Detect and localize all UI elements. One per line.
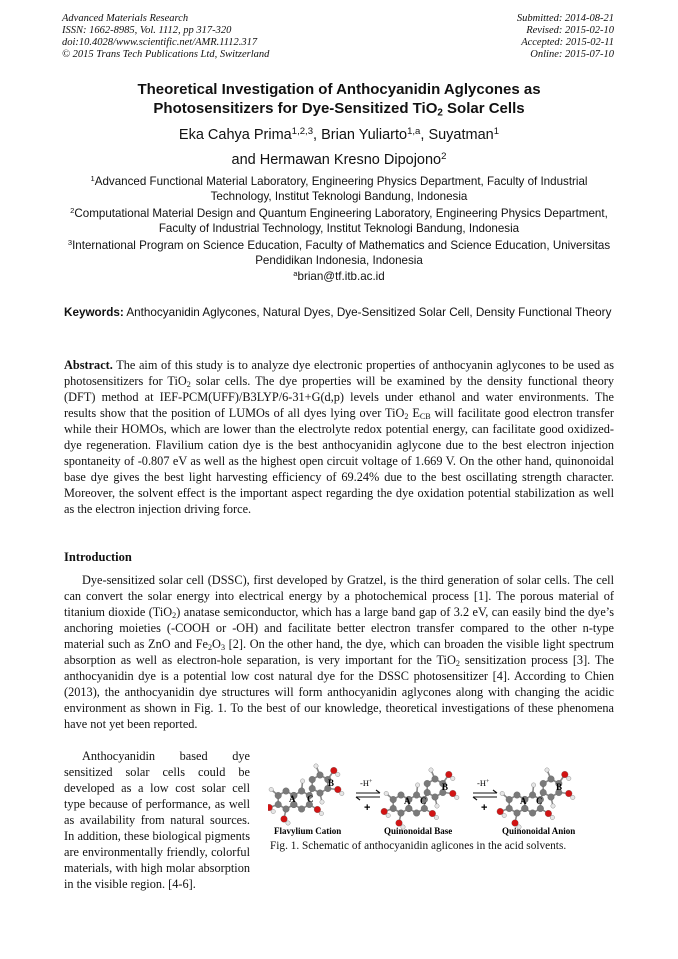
carbon-atom xyxy=(432,776,439,783)
author-name: Brian Yuliarto xyxy=(321,127,408,143)
ring-letter: A xyxy=(520,796,527,806)
ring-letter: A xyxy=(404,796,411,806)
hydrogen-atom xyxy=(531,783,535,787)
hydrogen-atom xyxy=(320,800,324,804)
species-label-flavylium: Flavylium Cation xyxy=(274,826,342,836)
abstract-text: E xyxy=(408,406,420,420)
keywords xyxy=(64,306,614,321)
paragraph-text: ) anatase semiconductor, which has a large band gap of 3.2 eV, can easily bind the dye’s anchoring moieties (-COOH or -OH) and facilitate better electron transfer compared to the other n-type material such as ZnO and Fe xyxy=(64,605,614,651)
oxygen-atom xyxy=(561,771,568,778)
journal-name: Advanced Materials Research xyxy=(62,13,189,24)
hydrogen-atom xyxy=(551,804,555,808)
journal-header-right xyxy=(517,13,614,61)
issn-line: ISSN: 1662-8985, Vol. 1112, pp 317-320 xyxy=(62,25,232,36)
carbon-atom xyxy=(283,806,290,813)
ring-letter: C xyxy=(420,796,427,806)
intro-paragraph-2: Anthocyanidin based dye sensitized solar cells could be developed as a low cost solar cell type because of performance, as well as availability from natural sources. In addition, these biological pigments are environmentally friendly, colorful materials, with high molar absorption in the visible region. [4-6]. xyxy=(64,749,250,891)
ring-letter: A xyxy=(289,794,296,804)
hydrogen-atom xyxy=(386,813,390,817)
affiliation xyxy=(62,206,616,237)
carbon-atom xyxy=(506,796,513,803)
section-heading-introduction: Introduction xyxy=(64,550,132,564)
hydrogen-atom xyxy=(545,768,549,772)
contact-email xyxy=(62,269,616,284)
oxygen-atom xyxy=(334,786,341,793)
author-affil-mark: 1,2,3 xyxy=(291,125,314,137)
paragraph-text: O xyxy=(212,637,221,651)
carbon-atom xyxy=(548,776,555,783)
paragraph-subscript: 3 xyxy=(220,643,225,653)
carbon-atom xyxy=(424,789,431,796)
plus-sign: + xyxy=(364,802,371,814)
hydrogen-atom xyxy=(271,809,275,813)
figure-1-molecules xyxy=(268,760,618,838)
intro-paragraph xyxy=(64,572,614,732)
carbon-atom xyxy=(529,810,536,817)
paragraph-subscript: 2 xyxy=(207,643,213,653)
abstract-subscript: 2 xyxy=(186,380,191,390)
carbon-atom xyxy=(390,805,397,812)
arrow-label: -H+ xyxy=(360,778,373,788)
paragraph-text: [2]. On the other hand, the dye, which can broaden the visible light spectrum absorption as well as electron-hole separation, is very important for the TiO xyxy=(64,637,614,667)
title-text: Photosensitizers for Dye-Sensitized TiO xyxy=(153,100,438,117)
author-list xyxy=(40,123,638,173)
carbon-atom xyxy=(514,810,521,817)
title-text: Solar Cells xyxy=(442,100,525,117)
plus-sign: + xyxy=(481,802,488,814)
oxygen-atom xyxy=(449,790,456,797)
arrow-label: -H+ xyxy=(477,778,490,788)
carbon-atom xyxy=(317,790,324,797)
hydrogen-atom xyxy=(286,821,290,825)
journal-header-left xyxy=(62,13,269,61)
revised-date: Revised: 2015-02-10 xyxy=(526,25,614,36)
carbon-atom xyxy=(309,785,316,792)
carbon-atom xyxy=(413,810,420,817)
accepted-date: Accepted: 2015-02-11 xyxy=(521,37,614,48)
oxygen-atom xyxy=(497,808,504,815)
species-label-quinonoidal-base: Quinonoidal Base xyxy=(384,826,453,836)
hydrogen-atom xyxy=(384,791,388,795)
oxygen-atom xyxy=(429,810,436,817)
hydrogen-atom xyxy=(434,815,438,819)
email-address: brian@tf.itb.ac.id xyxy=(297,270,385,284)
carbon-atom xyxy=(405,805,412,812)
carbon-atom xyxy=(540,780,547,787)
carbon-atom xyxy=(548,794,555,801)
author-affil-mark: 1,a xyxy=(407,125,421,137)
email-mark: a xyxy=(293,269,298,279)
affiliation-mark: 2 xyxy=(70,205,75,215)
abstract-subscript: CB xyxy=(419,412,431,422)
carbon-atom xyxy=(529,792,536,799)
affiliation-mark: 3 xyxy=(67,237,73,247)
paragraph-subscript: 2 xyxy=(172,611,177,621)
affiliation-text: Computational Material Design and Quantum Engineering Laboratory, Engineering Physics Department, Faculty of Industrial Technology, Institut Teknologi Bandung, Indonesia xyxy=(74,206,608,236)
carbon-atom xyxy=(298,806,305,813)
author-name: Eka Cahya Prima xyxy=(178,127,292,143)
paragraph-text: Dye-sensitized solar cell (DSSC), first developed by Gratzel, is the third generation of solar cells. The cell can convert the solar energy into electrical energy by a photochemical process [1]. The porous material of titanium dioxide (TiO xyxy=(64,573,614,619)
author-separator: , xyxy=(420,127,429,143)
keywords-label: Keywords: xyxy=(64,306,124,319)
affiliation-mark: 1 xyxy=(90,173,95,183)
oxygen-atom xyxy=(314,806,321,813)
species-label-quinonoidal-anion: Quinonoidal Anion xyxy=(502,826,576,836)
carbon-atom xyxy=(398,810,405,817)
author-affil-mark: 2 xyxy=(441,150,447,162)
hydrogen-atom xyxy=(550,815,554,819)
abstract-text: solar cells. The dye properties will be examined by the density functional theory (DFT) method at IEF-PCM(UFF)/B3LYP/6-31+G(d,p) levels under ethanol and water environments. The results show that the position of LUMOs of all dyes lying over TiO xyxy=(64,374,614,420)
carbon-atom xyxy=(537,805,544,812)
oxygen-atom xyxy=(445,771,452,778)
copyright-line: © 2015 Trans Tech Publications Ltd, Switzerland xyxy=(62,49,270,60)
submitted-date: Submitted: 2014-08-21 xyxy=(516,13,614,24)
ring-letter: B xyxy=(328,778,335,788)
carbon-atom xyxy=(521,805,528,812)
carbon-atom xyxy=(421,805,428,812)
carbon-atom xyxy=(432,794,439,801)
carbon-atom xyxy=(506,805,513,812)
oxygen-atom xyxy=(381,808,388,815)
abstract-label: Abstract. xyxy=(64,358,113,372)
hydrogen-atom xyxy=(435,804,439,808)
hydrogen-atom xyxy=(451,776,455,780)
ring-letter: B xyxy=(442,782,449,792)
equilibrium-arrow-2 xyxy=(473,778,497,814)
oxygen-atom xyxy=(545,810,552,817)
oxygen-atom xyxy=(565,790,572,797)
carbon-atom xyxy=(275,792,282,799)
doi-line: doi:10.4028/www.scientific.net/AMR.1112.317 xyxy=(62,37,258,48)
ring-letter: B xyxy=(556,782,563,792)
hydrogen-atom xyxy=(319,811,323,815)
carbon-atom xyxy=(275,801,282,808)
hydrogen-atom xyxy=(455,795,459,799)
keywords-text: Anthocyanidin Aglycones, Natural Dyes, Dye-Sensitized Solar Cell, Density Functional Theory xyxy=(123,306,612,319)
hydrogen-atom xyxy=(571,795,575,799)
hydrogen-atom xyxy=(269,787,273,791)
ring-letter: C xyxy=(307,794,314,804)
hydrogen-atom xyxy=(336,772,340,776)
abstract xyxy=(64,357,614,517)
title-subscript: 2 xyxy=(437,107,443,119)
equilibrium-arrow-1 xyxy=(356,778,380,814)
title-line-2 xyxy=(40,99,638,118)
oxygen-atom xyxy=(330,767,337,774)
online-date: Online: 2015-07-10 xyxy=(530,49,614,60)
hydrogen-atom xyxy=(415,783,419,787)
author-affil-mark: 1 xyxy=(493,125,500,137)
paragraph-subscript: 2 xyxy=(455,659,460,669)
hydrogen-atom xyxy=(567,776,571,780)
carbon-atom xyxy=(424,780,431,787)
hydrogen-atom xyxy=(502,813,506,817)
hydrogen-atom xyxy=(500,791,504,795)
title-line-1: Theoretical Investigation of Anthocyanidin Aglycones as xyxy=(137,81,541,98)
affiliation xyxy=(62,174,616,205)
paragraph-text: sensitization process [3]. The anthocyanidin dye is a potential low cost natural dye for the DSSC photosensitizer [4]. According to Chien (2013), the anthocyanidin dye structures will form anthocyanidin aglycones along with changing the acidic environment as shown in Fig. 1. To the best of our knowledge, theoretical investigations of these phenomena have not yet been reported. xyxy=(64,653,614,731)
carbon-atom xyxy=(317,772,324,779)
abstract-subscript: 2 xyxy=(404,412,409,422)
hydrogen-atom xyxy=(300,779,304,783)
author-separator: , xyxy=(313,127,322,143)
carbon-atom xyxy=(413,792,420,799)
figure-caption: Fig. 1. Schematic of anthocyanidin aglicones in the acid solvents. xyxy=(270,840,567,852)
carbon-atom xyxy=(309,776,316,783)
carbon-atom xyxy=(298,788,305,795)
abstract-text: The aim of this study is to analyze dye electronic properties of anthocyanin aglycones to be used as photosensitizers for TiO xyxy=(64,358,614,388)
affiliation xyxy=(62,238,616,269)
hydrogen-atom xyxy=(429,768,433,772)
oxygen-atom xyxy=(281,816,288,823)
author-name: and Hermawan Kresno Dipojono xyxy=(231,152,442,168)
carbon-atom xyxy=(540,789,547,796)
affiliation-text: Advanced Functional Material Laboratory, Engineering Physics Department, Faculty of Industrial Technology, Institut Teknologi Bandung, Indonesia xyxy=(94,175,588,204)
affiliation-text: International Program on Science Education, Faculty of Mathematics and Science Education, Universitas Pendidikan Indonesia, Indonesia xyxy=(72,238,611,268)
ring-letter: C xyxy=(536,796,543,806)
hydrogen-atom xyxy=(314,764,318,768)
abstract-text: will facilitate good electron transfer while their HOMOs, which are lower than the electrolyte redox potential energy, can facilitate good oxidized-dye regeneration. Flavilium cation dye is the best anthocyanidin aglycone due to the best electron injection spontaneity of -0.807 eV as well as the highest open circuit voltage of 1.669 V. On the other hand, quinonoidal base dye gives the best light harvesting efficiency of 69.24% due to the best oscillating strength character. Moreover, the solvent effect is the important aspect regarding the dye oxidation potential stabilization as well as the electron injection driving force. xyxy=(64,406,614,516)
carbon-atom xyxy=(390,796,397,803)
hydrogen-atom xyxy=(340,791,344,795)
author-name: Suyatman xyxy=(428,127,494,143)
affiliation-list xyxy=(62,174,616,286)
paper-title xyxy=(40,80,638,118)
